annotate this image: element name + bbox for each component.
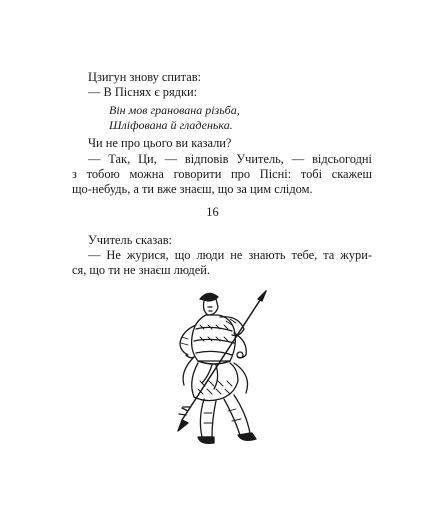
- paragraph-teacher-said: Учитель сказав:: [88, 233, 172, 247]
- paragraph-teacher-reply: [72, 152, 372, 198]
- paragraph-tszigun-asked: Цзигун знову спитав:: [88, 70, 202, 84]
- text-block-bottom: [72, 233, 372, 279]
- text-line: ся, що ти не знаєш людей.: [72, 263, 210, 278]
- text-line: — Не журися, що люди не знають тебе, та жури-: [88, 248, 372, 263]
- paragraph-question: Чи не про цього ви казали?: [88, 136, 232, 151]
- section-number: 16: [206, 205, 219, 219]
- text-line: що-небудь, а ти вже знаєш, що за цим слідом.: [72, 182, 313, 197]
- paragraph-songs-lines: — В Піснях є рядки:: [88, 85, 198, 100]
- text-line: з тобою можна говорити про Пісні: тобі скажеш: [72, 166, 372, 181]
- verse-line: Шліфована й гладенька.: [109, 118, 233, 133]
- warrior-with-spear-illustration: [168, 285, 278, 465]
- text-block-top: [72, 70, 372, 197]
- verse-line: Він мов гранована різьба,: [109, 103, 240, 118]
- text-line: — Так, Ци, — відповів Учитель, — відсьогодні: [88, 151, 372, 166]
- verse-quote: [109, 103, 372, 133]
- paragraph-do-not-worry: [72, 248, 372, 278]
